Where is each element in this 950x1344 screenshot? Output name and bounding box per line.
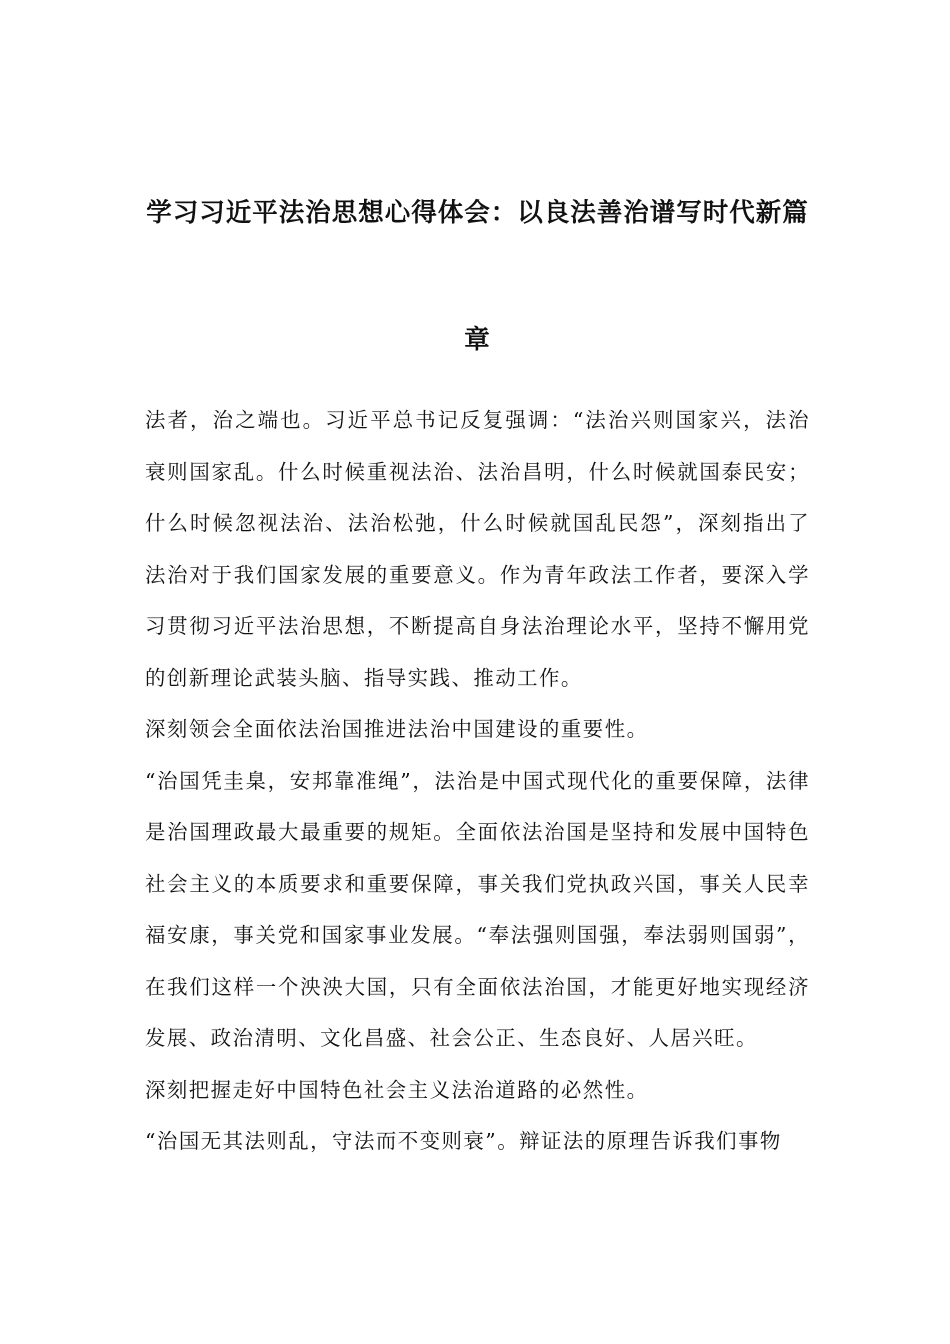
paragraph-necessity: “治国无其法则乱，守法而不变则衰”。辩证法的原理告诉我们事物 [145, 1129, 782, 1153]
paragraph-importance: “治国凭圭臬，安邦靠准绳”，法治是中国式现代化的重要保障，法律是治国理政最大最重要的规矩。全面依法治国是坚持和发展中国特色社会主义的本质要求和重要保障，事关我们党执政兴国，事关人民幸福安康，事关党和国家事业发展。“奉法强则国强，奉法弱则国弱”，在我们这样一个泱泱大国，只有全面依法治国，才能更好地实现经济发展、政治清明、文化昌盛、社会公正、生态良好、人居兴旺。 [145, 768, 810, 1050]
paragraph-intro: 法者，治之端也。习近平总书记反复强调：“法治兴则国家兴，法治衰则国家乱。什么时候重视法治、法治昌明，什么时候就国泰民安；什么时候忽视法治、法治松弛，什么时候就国乱民怨”，深刻指出了法治对于我们国家发展的重要意义。作为青年政法工作者，要深入学习贯彻习近平法治思想，不断提高自身法治理论水平，坚持不懈用党的创新理论武装头脑、指导实践、推动工作。 [145, 408, 810, 690]
document-title: 学习习近平法治思想心得体会：以良法善治谱写时代新篇章 [146, 198, 809, 355]
document-body [145, 395, 810, 1168]
section-heading-necessity: 深刻把握走好中国特色社会主义法治道路的必然性。 [145, 1077, 649, 1102]
section-heading-importance: 深刻领会全面依法治国推进法治中国建设的重要性。 [145, 717, 649, 741]
